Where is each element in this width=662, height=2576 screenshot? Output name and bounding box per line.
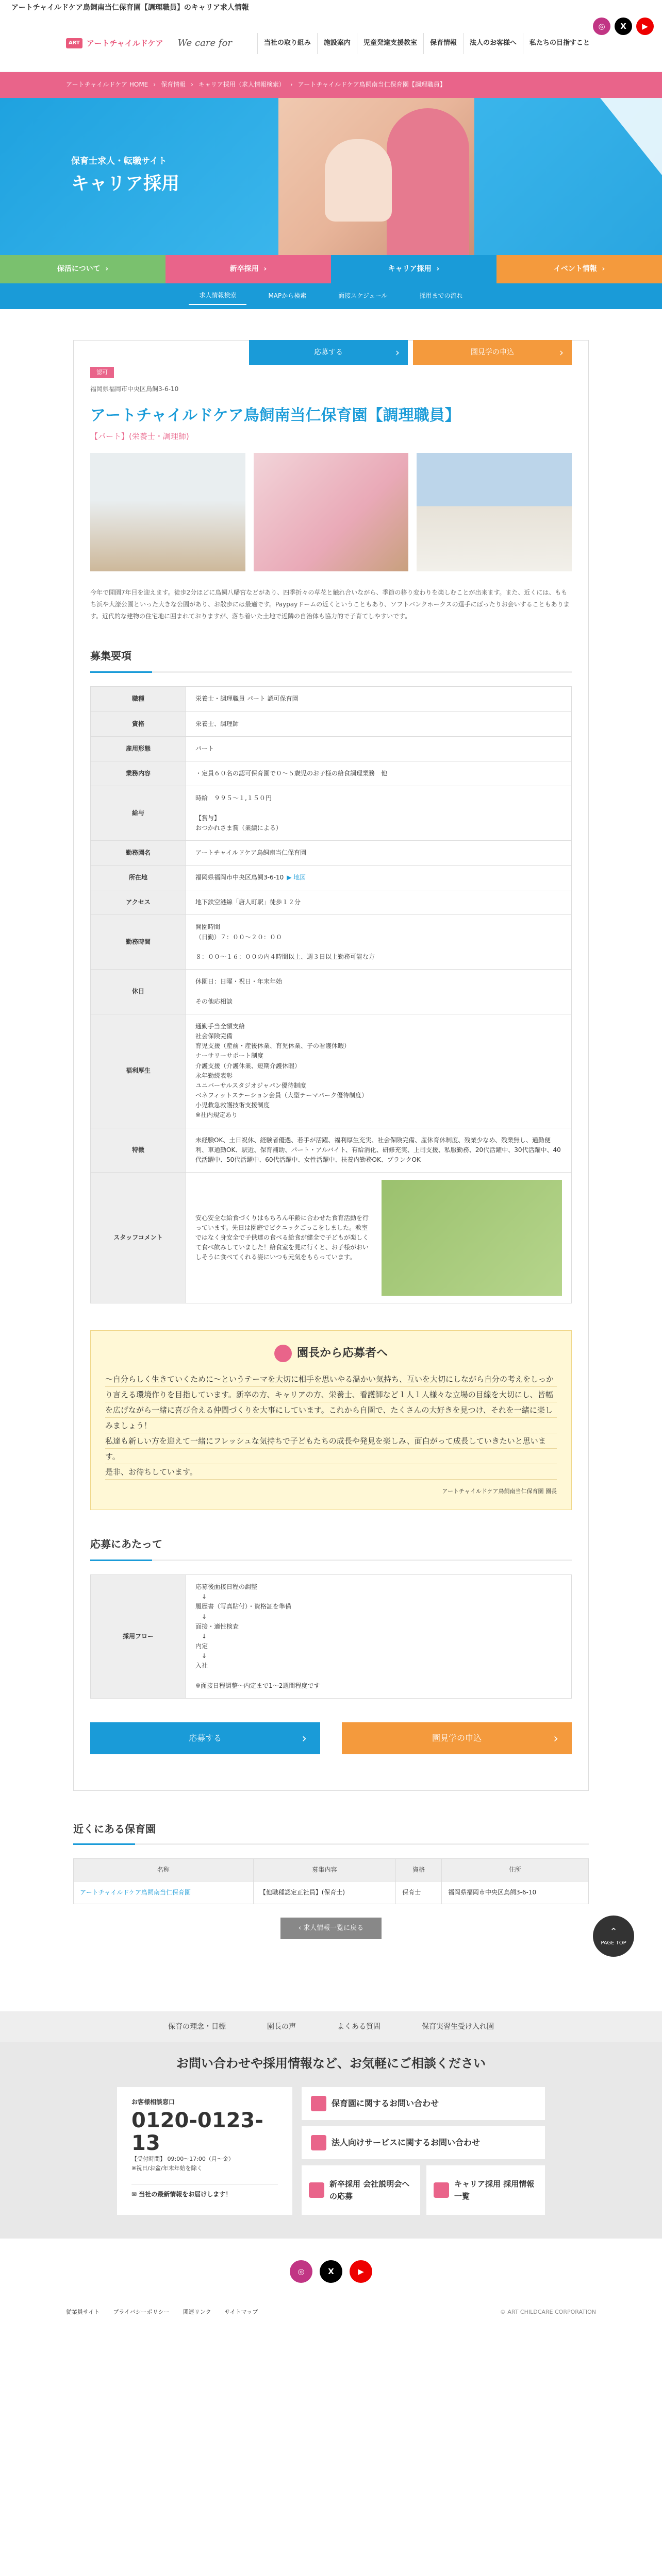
instagram-icon[interactable]: ◎ bbox=[290, 2260, 312, 2283]
footer-nav-item[interactable]: よくある質問 bbox=[337, 2023, 380, 2031]
site-header bbox=[0, 15, 662, 72]
message-title: 園長から応募者へ bbox=[296, 1347, 388, 1360]
message-signature: アートチャイルドケア鳥飼南当仁保育園 園長 bbox=[442, 1488, 557, 1495]
table-row: 資格 栄養士、調理師 bbox=[91, 711, 572, 736]
nav-item[interactable]: 私たちの目指すこと bbox=[523, 33, 596, 54]
flow-table bbox=[90, 1574, 572, 1699]
director-icon bbox=[274, 1345, 292, 1362]
table-row: 所在地 福岡県福岡市中央区鳥飼3-6-10 ▶ 地図 bbox=[91, 866, 572, 890]
instagram-icon[interactable]: ◎ bbox=[593, 18, 610, 35]
contact-corporate-link[interactable]: 法人向けサービスに関するお問い合わせ bbox=[302, 2126, 545, 2159]
requirements-table bbox=[90, 686, 572, 1303]
apply-button[interactable]: 応募する › bbox=[249, 340, 408, 365]
subnav-flow[interactable]: 採用までの流れ bbox=[419, 292, 463, 300]
breadcrumb-item: アートチャイルドケア鳥飼南当仁保育園【調理職員】 bbox=[297, 81, 446, 89]
mail-icon bbox=[311, 2096, 326, 2111]
nav-item[interactable]: 保育情報 bbox=[423, 33, 463, 54]
hero-subtitle: 保育士求人・転職サイト bbox=[71, 156, 167, 166]
footer-nav-item[interactable]: 保育実習生受け入れ園 bbox=[422, 2023, 494, 2031]
contact-section bbox=[0, 2042, 662, 2238]
visit-request-button[interactable]: 園見学の申込 › bbox=[342, 1722, 572, 1754]
license-badge: 認可 bbox=[90, 367, 114, 378]
youtube-icon[interactable]: ▶ bbox=[350, 2260, 372, 2283]
mail-icon bbox=[311, 2135, 326, 2150]
back-to-list-button[interactable]: ‹ 求人情報一覧に戻る bbox=[280, 1918, 382, 1939]
sub-nav bbox=[0, 283, 662, 309]
staff-photo bbox=[382, 1180, 562, 1296]
director-message bbox=[90, 1330, 572, 1510]
table-row: 勤務園名 アートチャイルドケア鳥飼南当仁保育園 bbox=[91, 840, 572, 865]
table-row: アートチャイルドケア鳥飼南当仁保育園 【他職種認定正社員】(保育士) 保育士 福岡県福岡市中央区鳥飼3-6-10 bbox=[74, 1882, 589, 1904]
table-row: 業務内容 ・定員６０名の認可保育園で０～５歳児のお子様の給食調理業務 他 bbox=[91, 761, 572, 786]
building-photo bbox=[417, 453, 572, 571]
apply-buttons-bottom bbox=[90, 1722, 572, 1754]
footer-nav-item[interactable]: 保育の理念・目標 bbox=[168, 2023, 226, 2031]
flow-heading: 応募にあたって bbox=[90, 1536, 572, 1561]
site-title-bar bbox=[0, 0, 662, 15]
footer-link[interactable]: 関連リンク bbox=[183, 2308, 211, 2315]
footer-link[interactable]: プライバシーポリシー bbox=[113, 2308, 170, 2315]
table-row: 雇用形態 パート bbox=[91, 736, 572, 761]
cat-nav-event[interactable]: イベント情報 › bbox=[496, 255, 662, 283]
job-detail bbox=[73, 340, 589, 1791]
we-care-for-logo: We care for bbox=[177, 38, 232, 49]
nearby-heading: 近くにある保育園 bbox=[73, 1821, 589, 1845]
nearby-table: 名称 募集内容 資格 住所 アートチャイルドケア鳥飼南当仁保育園 【他職種認定正社員】(保育士) 保育士 福岡県福岡市中央区鳥飼3-6-10 bbox=[73, 1858, 589, 1904]
table-row: 職種 栄養士・調理職員 パート 認可保育園 bbox=[91, 687, 572, 711]
table-row: 福利厚生 通勤手当全額支給 社会保険完備 育児支援（産前・産後休業、育児休業、子の看護休暇） ナーサリーサポート制度 介護支援（介護休業、短期介護休暇） 永年勤続表彰 ユニバーサルスタジオジャパン優待制度 ベネフィットステーション会員（大型テーマパーク優待制度） 小児救急救護技術支援制度 ※社内規定あり bbox=[91, 1014, 572, 1128]
staff-group-photo bbox=[90, 453, 245, 571]
x-icon[interactable]: X bbox=[615, 18, 632, 35]
nav-item[interactable]: 児童発達支援教室 bbox=[357, 33, 423, 54]
calendar-icon bbox=[309, 2182, 324, 2198]
logo-text: アートチャイルドケア bbox=[86, 39, 163, 48]
table-row: スタッフコメント 安心安全な給食づくりはもちろん年齢に合わせた食育活動を行っています。先日は園庭でピクニックごっこをしました。教室ではなく身安全で子供達の食べる給食が健全で子どもが楽しくて食べ飲みしていました！給食室を見に行くと、お子様がおいしそうに食べてくれる姿にいつも元気をもらっています。 bbox=[91, 1173, 572, 1303]
job-type: 【パート】(栄養士・調理師) bbox=[90, 431, 189, 441]
hero-banner bbox=[0, 98, 662, 255]
table-row: 休日 休園日：日曜・祝日・年末年始 その他応相談 bbox=[91, 970, 572, 1014]
youtube-icon[interactable]: ▶ bbox=[636, 18, 654, 35]
footer-link[interactable]: 従業員サイト bbox=[66, 2308, 100, 2315]
subnav-map[interactable]: MAPから検索 bbox=[268, 292, 307, 300]
x-icon[interactable]: X bbox=[320, 2260, 342, 2283]
table-row: 採用フロー 応募後面接日程の調整 ↓ 履歴書（写真貼付）・資格証を準備 ↓ 面接・適性検査 ↓ 内定 ↓ 入社 ※面接日程調整〜内定まで1〜2週間程度です bbox=[91, 1574, 572, 1698]
nursery-intro: 今年で開園7年目を迎えます。徒歩2分ほどに鳥飼八幡宮などがあり、四季折々の草花と触れ合いながら、季節の移り変わりを楽しむことが出来ます。また、近くには、ももち浜や大濠公園といった大きな公園があり、お散歩には最適です。Paypayドームの近くということもあり、ソフトバンクホークスの選手にばったりお会いすることもあります。近代的な建物の住宅地に囲まれておりますが、落ち着いた土地で近隣の自治体も協力的で子育てしやすいです。 bbox=[90, 588, 570, 620]
table-row: 給与 時給 ９９５～１,１５０円 【賞与】 おつかれさま賞（業績による） bbox=[91, 786, 572, 841]
logo-mark: ART bbox=[66, 38, 82, 48]
photo-gallery bbox=[90, 453, 572, 571]
hero-photo bbox=[278, 98, 474, 255]
breadcrumb-item[interactable]: 保育情報 bbox=[161, 81, 186, 89]
job-location: 福岡県福岡市中央区鳥飼3-6-10 bbox=[90, 385, 179, 393]
table-row: 勤務時間 開園時間 （日勤）７：００～２０：００ ８：００～１６：００の内４時間以上、週３日以上勤務可能な方 bbox=[91, 915, 572, 970]
job-title: アートチャイルドケア鳥飼南当仁保育園【調理職員】 bbox=[90, 406, 460, 425]
hero-title: キャリア採用 bbox=[71, 174, 180, 195]
nav-item[interactable]: 施設案内 bbox=[317, 33, 357, 54]
site-title: アートチャイルドケア鳥飼南当仁保育園【調理職員】のキャリア求人情報 bbox=[11, 3, 249, 12]
cat-nav-hokatsu[interactable]: 保活について › bbox=[0, 255, 166, 283]
page-top-button[interactable]: ⌃ PAGE TOP bbox=[593, 1916, 634, 1957]
staff-comment: 安心安全な給食づくりはもちろん年齢に合わせた食育活動を行っています。先日は園庭でピクニックごっこをしました。教室ではなく身安全で子供達の食べる給食が健全で子どもが楽しくて食べ飲みしていました！給食室を見に行くと、お子様がおいしそうに食べてくれる姿にいつも元気をもらっています。 bbox=[195, 1214, 369, 1261]
nearby-nurseries bbox=[73, 1821, 589, 1939]
contact-nursery-link[interactable]: 保育園に関するお問い合わせ bbox=[302, 2087, 545, 2120]
footer-social bbox=[0, 2260, 662, 2283]
requirements-heading: 募集要項 bbox=[90, 648, 572, 673]
contact-title: お問い合わせや採用情報など、お気軽にご相談ください bbox=[176, 2056, 486, 2071]
footer-links bbox=[0, 2308, 662, 2317]
footer-link[interactable]: サイトマップ bbox=[224, 2308, 258, 2315]
breadcrumb-item[interactable]: キャリア採用（求人情報検索） bbox=[198, 81, 285, 89]
apply-button[interactable]: 応募する › bbox=[90, 1722, 320, 1754]
cat-nav-career[interactable]: キャリア採用 › bbox=[331, 255, 496, 283]
apply-buttons-top bbox=[90, 340, 572, 365]
map-link[interactable]: ▶ 地図 bbox=[287, 874, 306, 882]
classroom-photo bbox=[254, 453, 409, 571]
career-list-link[interactable]: キャリア採用 採用情報一覧 bbox=[426, 2165, 545, 2215]
footer-nav bbox=[0, 2011, 662, 2042]
newsletter-link[interactable]: ✉ 当社の最新情報をお届けします！ bbox=[131, 2184, 278, 2199]
nav-item[interactable]: 当社の取り組み bbox=[257, 33, 317, 54]
footer-nav-item[interactable]: 園長の声 bbox=[267, 2023, 296, 2031]
document-icon bbox=[434, 2182, 449, 2198]
table-row: 特徴 未経験OK、土日祝休、経験者優遇、若手が活躍、福利厚生充実、社会保険完備、産休育休制度、残業少なめ、残業無し、通勤便利、車通勤OK、駅近、保育補助、パート・アルバイト、有給消化、研修充実、上司支援、私服勤務、20代活躍中、30代活躍中、40代活躍中、50代活躍中、60代活躍中、女性活躍中、扶養内勤務OK、ブランクOK bbox=[91, 1128, 572, 1173]
subnav-schedule[interactable]: 面接スケジュール bbox=[338, 292, 388, 300]
logo[interactable] bbox=[66, 36, 232, 51]
visit-request-button[interactable]: 園見学の申込 › bbox=[413, 340, 572, 365]
breadcrumb: アートチャイルドケア HOME › 保育情報 › キャリア採用（求人情報検索） › アートチャイルドケア鳥飼南当仁保育園【調理職員】 bbox=[0, 72, 662, 98]
phone-number[interactable]: 0120-0123-13 bbox=[131, 2108, 263, 2155]
table-row: アクセス 地下鉄空港線「唐人町駅」徒歩１２分 bbox=[91, 890, 572, 915]
nav-item[interactable]: 法人のお客様へ bbox=[463, 33, 523, 54]
breadcrumb-item[interactable]: アートチャイルドケア HOME bbox=[66, 81, 148, 89]
chevron-up-icon: ⌃ bbox=[609, 1926, 618, 1937]
category-nav bbox=[0, 255, 662, 283]
subnav-search[interactable]: 求人情報検索 bbox=[189, 287, 246, 304]
new-grad-briefing-link[interactable]: 新卒採用 会社説明会への応募 bbox=[302, 2165, 420, 2215]
nursery-link[interactable]: アートチャイルドケア鳥飼南当仁保育園 bbox=[80, 1889, 191, 1896]
cat-nav-shinsotsu[interactable]: 新卒採用 › bbox=[166, 255, 331, 283]
copyright: © ART CHILDCARE CORPORATION bbox=[500, 2308, 596, 2315]
message-body: 〜自分らしく生きていくために〜というテーマを大切に相手を思いやる温かい気持ち、互いを大切にしながら自分の考えをしっかり言える環境作りを目指しています。新卒の方、キャリアの方、栄養士、看護師など１人１人様々な立場の目線を大切にし、皆幅を広げながら一緒に喜び合える仲間づくりを大事にしています。これから自園で、たくさんの大好きを見つけ、それを一緒に楽しみましょう！ 私達も新しい方を迎えて一緒にフレッシュな気持ちで子どもたちの成長や発見を楽しみ、面白がって成長していきたいと思います。 是非、お待ちしています。 bbox=[105, 1371, 557, 1480]
phone-box: お客様相談窓口 0120-0123-13 【受付時間】 09:00〜17:00（月〜金） ※祝日/お盆/年末年始を除く ✉ 当社の最新情報をお届けします！ bbox=[117, 2087, 292, 2215]
social-links bbox=[593, 18, 654, 35]
global-nav bbox=[257, 33, 596, 54]
